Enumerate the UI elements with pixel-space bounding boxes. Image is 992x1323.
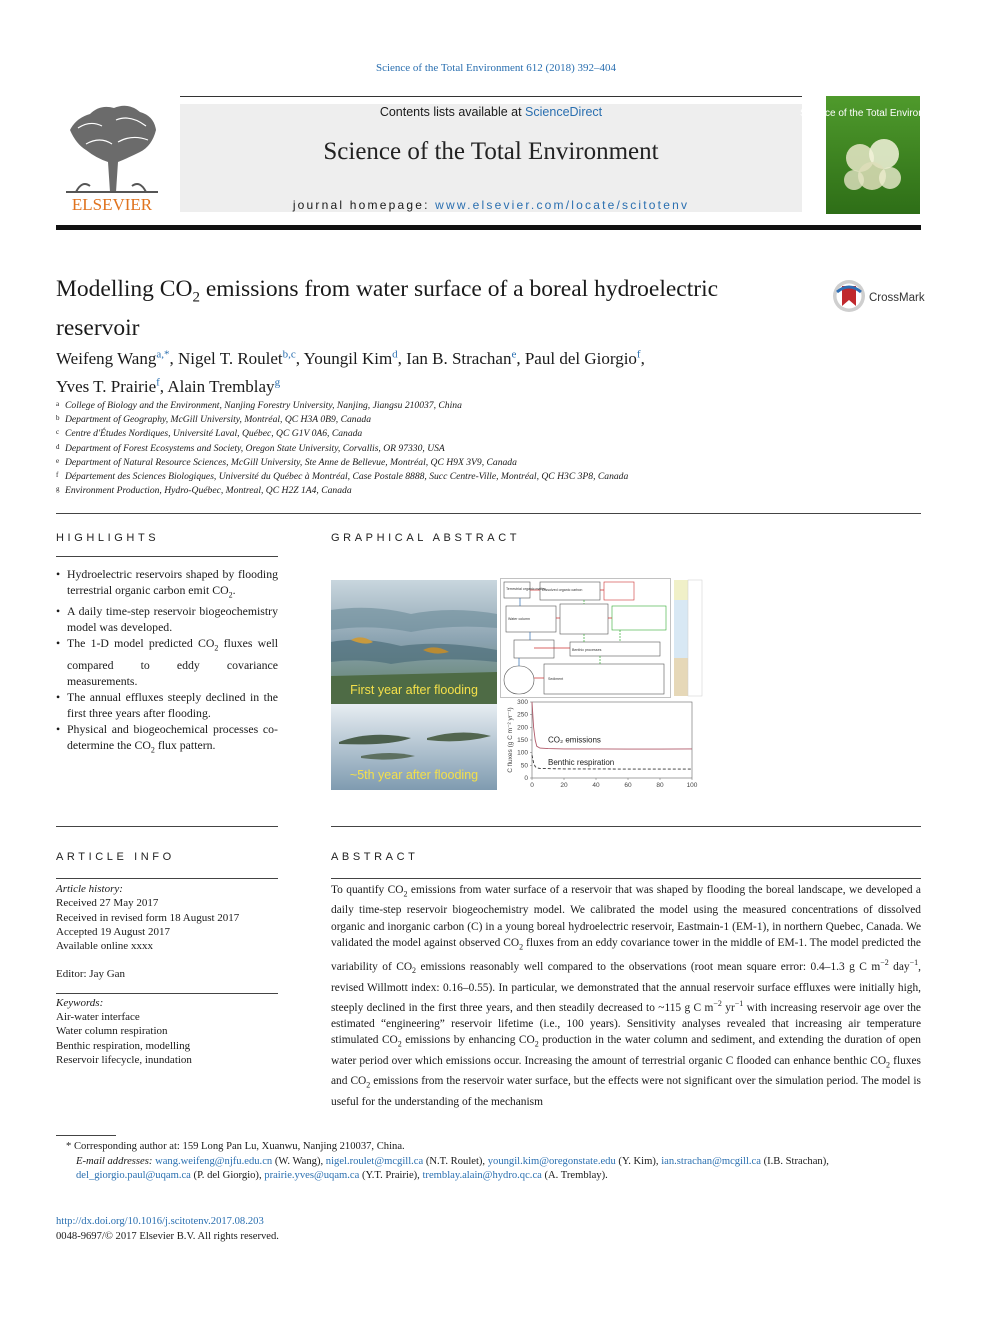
- abstract-superscript: −2: [880, 958, 889, 968]
- reservoir-aerial-photos: [331, 580, 497, 790]
- email-owner: (Y.T. Prairie),: [359, 1170, 423, 1181]
- corresponding-author: [56, 1140, 921, 1155]
- author[interactable]: [56, 377, 167, 396]
- abstract-superscript: −1: [909, 958, 919, 968]
- email-owner: (I.B. Strachan),: [760, 1155, 829, 1167]
- affiliation: [56, 427, 916, 441]
- x-tick-label: 0: [530, 782, 534, 789]
- email-link[interactable]: nigel.roulet@mcgill.ca: [325, 1155, 424, 1167]
- author-affiliation-marker[interactable]: e: [511, 348, 517, 360]
- highlight-subscript: 2: [228, 590, 233, 600]
- affiliation-key: b: [56, 414, 60, 423]
- author-name[interactable]: Youngil Kim: [303, 348, 393, 368]
- author[interactable]: [406, 349, 525, 368]
- abstract-segment: emissions from water surface of a reservoir that was shaped by flooding the boreal landscape, we developed a daily time-step reservoir biogeochemistry model. We calibrated the model using the measured concentrations of dissolved organic and inorganic carbon (C) in a young boreal hydroelectric reservoir, Eastmain-1 (EM-1), in northern Quebec, Canada. We validated the model against observed CO: [331, 884, 921, 949]
- svg-text:Science of the Total Environme: Science of the Total Environment: [799, 108, 947, 119]
- x-tick-label: 40: [592, 782, 600, 789]
- highlight-text: The annual effluxes steeply declined in the first three years after flooding.: [67, 689, 278, 720]
- highlight-text: .: [232, 583, 236, 597]
- author-affiliation-marker[interactable]: d: [392, 348, 398, 360]
- highlight-text: Physical and biogeochemical processes co-determine the CO: [67, 721, 278, 752]
- elsevier-logo: [56, 100, 168, 214]
- x-tick-label: 60: [624, 782, 632, 789]
- email-link[interactable]: del_giorgio.paul@uqam.ca: [76, 1170, 191, 1181]
- email-label: E-mail addresses:: [76, 1155, 156, 1167]
- y-axis-label: C fluxes (g C m⁻² yr⁻¹): [507, 707, 514, 773]
- abstract-subscript: 2: [403, 889, 408, 899]
- article-title: [56, 274, 756, 343]
- corresponding-text: Corresponding author at: 159 Long Pan Lu, Xuanwu, Nanjing 210037, China.: [73, 1141, 405, 1152]
- abstract-segment: , revised Willmott index: 0.16–0.55). In particular, we demonstrated that the annual reservoir surface effluxes were initially high, steeply declined in the first three years, and then steadily decreased to ~115 g C m: [331, 961, 921, 1014]
- highlight-text: fluxes well compared to eddy covariance measurements.: [67, 636, 278, 688]
- y-tick-label: 150: [517, 737, 528, 744]
- doi-block: [56, 1215, 456, 1244]
- doi-link[interactable]: http://dx.doi.org/10.1016/j.scitotenv.2017.08.203: [56, 1216, 264, 1227]
- abstract-text: [331, 882, 921, 1110]
- abstract-segment: fluxes from an eddy covariance tower in the middle of EM-1. The model predicted the variability of CO: [331, 936, 921, 974]
- highlight-item: [56, 689, 278, 721]
- affiliation-text: Centre d'Études Nordiques, Université Laval, Québec, QC G1V 0A6, Canada: [65, 428, 363, 440]
- highlight-text: Hydroelectric reservoirs shaped by flooding terrestrial organic carbon emit CO: [67, 567, 278, 597]
- y-tick-label: 100: [517, 749, 528, 757]
- author-separator: ,: [516, 348, 525, 368]
- y-tick-label: 0: [524, 775, 528, 782]
- footnote: [56, 1140, 921, 1184]
- title-part: Modelling CO: [56, 276, 193, 302]
- author-affiliation-marker[interactable]: f: [156, 376, 160, 389]
- highlight-subscript: 2: [150, 745, 155, 755]
- email-addresses: [56, 1155, 921, 1184]
- author[interactable]: [167, 377, 280, 396]
- author-list: [56, 342, 816, 399]
- journal-title: Science of the Total Environment: [323, 138, 659, 165]
- author-name[interactable]: Ian B. Strachan: [406, 348, 512, 368]
- footnote-rule: [56, 1135, 116, 1136]
- affiliation: [56, 413, 916, 427]
- highlight-text: A daily time-step reservoir biogeochemistry model was developed.: [67, 604, 278, 635]
- co2-flux-chart: [500, 696, 704, 794]
- abstract-segment: To quantify CO: [331, 884, 404, 896]
- author[interactable]: [525, 349, 645, 368]
- email-link[interactable]: prairie.yves@uqam.ca: [264, 1170, 360, 1181]
- crossmark-badge[interactable]: [832, 278, 927, 314]
- affiliation-text: Department of Geography, McGill University, Montréal, QC H3A 0B9, Canada: [65, 414, 371, 426]
- graphical-abstract-heading: GRAPHICAL ABSTRACT: [331, 532, 521, 544]
- highlight-subscript: 2: [214, 643, 219, 653]
- abstract-segment: emissions by enhancing CO: [401, 1034, 535, 1047]
- journal-homepage: [180, 198, 802, 212]
- abstract-segment: production in the water column and sediment, and extending the duration of open water period over which emissions occur. Increasing the amount of terrestrial organic C flooded can enhance benthic CO: [331, 1034, 921, 1067]
- keyword: Reservoir lifecycle, inundation: [56, 1053, 192, 1066]
- abstract-rule: [331, 878, 921, 879]
- contents-line: [180, 105, 802, 119]
- highlights-rule: [56, 556, 278, 557]
- author-affiliation-marker[interactable]: b,c: [282, 348, 296, 360]
- abstract-segment: day: [888, 961, 910, 974]
- title-subscript: 2: [192, 289, 200, 306]
- affiliation-text: Department of Natural Resource Sciences, McGill University, Ste Anne de Bellevue, Montréal, QC H9X 3V9, Canada: [65, 456, 517, 468]
- y-tick-label: 200: [517, 724, 528, 732]
- abstract-segment: emissions from the reservoir water surface, but the effects were not significant over the simulation period. The model is useful for the understanding of the mechanism: [331, 1075, 921, 1108]
- author-separator: ,: [295, 348, 304, 368]
- highlight-text: The 1-D model predicted CO: [67, 636, 215, 651]
- highlights-list: [56, 566, 278, 758]
- highlights-heading: HIGHLIGHTS: [56, 532, 160, 544]
- svg-text:First year after flooding: First year after flooding: [350, 683, 478, 697]
- affiliation-list: [56, 399, 916, 498]
- affiliation: [56, 456, 916, 470]
- email-owner: (Y. Kim),: [615, 1155, 662, 1167]
- affiliation-text: College of Biology and the Environment, Nanjing Forestry University, Nanjing, Jiangsu 210037, China: [65, 400, 462, 411]
- highlight-item: [56, 635, 278, 688]
- asterisk: *: [66, 1141, 74, 1152]
- article-info-top-rule: [56, 826, 278, 827]
- author[interactable]: [178, 349, 304, 368]
- article-info-rule: [56, 878, 278, 879]
- journal-cover-image: [799, 96, 947, 214]
- svg-text:CrossMark: CrossMark: [869, 292, 925, 304]
- keyword: Water column respiration: [56, 1025, 168, 1038]
- copyright: 0048-9697/© 2017 Elsevier B.V. All rights reserved.: [56, 1230, 279, 1242]
- email-link[interactable]: ian.strachan@mcgill.ca: [661, 1155, 761, 1167]
- author-affiliation-marker[interactable]: g: [274, 376, 281, 389]
- author-name[interactable]: Paul del Giorgio: [524, 348, 637, 368]
- benthic-respiration-label: Benthic respiration: [548, 757, 615, 767]
- article-info: [56, 882, 278, 1067]
- affiliation-text: Département des Sciences Biologiques, Université du Québec à Montréal, Case Postale 8888, Succ Centre-Ville, Montréal, QC H3C 3P8, Canada: [65, 471, 629, 483]
- email-owner: (N.T. Roulet),: [423, 1155, 488, 1167]
- abstract-superscript: −2: [713, 998, 722, 1008]
- x-tick-label: 20: [560, 782, 568, 789]
- affiliation-key: c: [56, 428, 60, 437]
- email-owner: (A. Tremblay).: [541, 1170, 608, 1181]
- affiliation-key: f: [56, 471, 59, 480]
- co2-emissions-label: CO₂ emissions: [548, 735, 601, 745]
- model-structure-diagram: [500, 578, 702, 698]
- author-name[interactable]: Weifeng Wang: [56, 348, 157, 368]
- contents-prefix: Contents lists available at: [379, 105, 526, 119]
- affiliation-key: d: [56, 442, 60, 451]
- header-rule: [56, 225, 921, 230]
- abstract-subscript: 2: [366, 1080, 371, 1090]
- highlight-item: [56, 566, 278, 603]
- abstract-segment: with increasing reservoir age over the estimated “engineering” reservoir lifetime (i.e., 100 years). Sensitivity analyses revealed that increasing air temperature stimulated CO: [331, 1001, 921, 1047]
- abstract-segment: emissions reasonably well compared to the observations (root mean square error: 0.4–1.3 g C m: [416, 961, 881, 974]
- sciencedirect-link[interactable]: ScienceDirect: [525, 105, 603, 119]
- affiliation-key: a: [56, 400, 60, 408]
- abstract-subscript: 2: [412, 966, 417, 976]
- email-link[interactable]: wang.weifeng@njfu.edu.cn: [155, 1155, 273, 1167]
- highlight-item: [56, 721, 278, 758]
- homepage-link[interactable]: www.elsevier.com/locate/scitotenv: [435, 198, 690, 212]
- author-separator: ,: [640, 348, 645, 368]
- author[interactable]: [56, 349, 178, 368]
- author-separator: ,: [159, 377, 168, 397]
- y-tick-label: 300: [517, 699, 528, 706]
- email-link[interactable]: youngil.kim@oregonstate.edu: [487, 1155, 616, 1167]
- header-top-rule: [180, 96, 802, 97]
- history-label: Article history:: [56, 883, 123, 895]
- keyword: Benthic respiration, modelling: [56, 1039, 191, 1052]
- title-part: emissions from water surface of a boreal hydroelectric reservoir: [56, 276, 719, 341]
- svg-text:~5th year after flooding: ~5th year after flooding: [349, 768, 479, 782]
- highlight-text: flux pattern.: [154, 737, 216, 752]
- affiliation: [56, 399, 916, 413]
- svg-text:Benthic processes: Benthic processes: [572, 648, 602, 652]
- keyword: Air-water interface: [56, 1011, 140, 1024]
- affiliation: [56, 470, 916, 484]
- svg-text:ELSEVIER: ELSEVIER: [71, 195, 153, 214]
- author[interactable]: [304, 349, 407, 368]
- author-separator: ,: [169, 348, 178, 368]
- abstract-superscript: −1: [734, 998, 744, 1008]
- abstract-segment: fluxes and CO: [331, 1054, 921, 1088]
- y-tick-label: 50: [520, 762, 528, 770]
- svg-text:Water column: Water column: [508, 617, 531, 621]
- homepage-label: journal homepage:: [292, 198, 436, 212]
- x-tick-label: 80: [656, 782, 664, 789]
- svg-text:Dissolved organic carbon: Dissolved organic carbon: [542, 588, 583, 592]
- author-name[interactable]: Yves T. Prairie: [56, 377, 157, 397]
- article-info-heading: ARTICLE INFO: [56, 851, 175, 863]
- y-tick-label: 250: [517, 711, 528, 719]
- affiliation-text: Environment Production, Hydro-Québec, Montreal, QC H2Z 1A4, Canada: [65, 485, 352, 497]
- abstract-subscript: 2: [886, 1059, 891, 1069]
- affiliation-text: Department of Forest Ecosystems and Society, Oregon State University, Corvallis, OR 97330, USA: [65, 442, 445, 454]
- abstract-subscript: 2: [397, 1039, 402, 1049]
- abstract-top-rule: [331, 826, 921, 827]
- history-item: Available online xxxx: [56, 940, 153, 953]
- affiliation: [56, 484, 916, 498]
- author-affiliation-marker[interactable]: a,*: [156, 348, 170, 360]
- highlight-item: [56, 603, 278, 635]
- email-owner: (P. del Giorgio),: [190, 1170, 265, 1181]
- keywords-label: Keywords:: [56, 996, 104, 1009]
- abstract-subscript: 2: [534, 1039, 539, 1049]
- history-item: Received in revised form 18 August 2017: [56, 911, 240, 924]
- editor: Editor: Jay Gan: [56, 968, 126, 981]
- x-tick-label: 100: [686, 782, 698, 789]
- author-affiliation-marker[interactable]: f: [636, 348, 641, 360]
- affiliation: [56, 442, 916, 456]
- svg-text:Sediment: Sediment: [548, 677, 564, 681]
- affiliation-key: e: [56, 456, 60, 465]
- author-name[interactable]: Alain Tremblay: [167, 377, 275, 397]
- abstract-heading: ABSTRACT: [331, 851, 419, 863]
- affiliation-key: g: [56, 485, 60, 494]
- abstract-subscript: 2: [519, 942, 524, 952]
- author-separator: ,: [397, 348, 407, 368]
- author-name[interactable]: Nigel T. Roulet: [177, 348, 283, 368]
- history-item: Accepted 19 August 2017: [56, 925, 170, 938]
- abstract-segment: yr: [721, 1001, 735, 1014]
- email-owner: (W. Wang),: [272, 1155, 326, 1167]
- svg-text:Terrestrial organic matter: Terrestrial organic matter: [506, 587, 546, 591]
- history-item: Received 27 May 2017: [56, 897, 159, 910]
- journal-reference-link[interactable]: Science of the Total Environment 612 (2018) 392–404: [375, 62, 617, 74]
- section-divider: [56, 513, 921, 514]
- email-link[interactable]: tremblay.alain@hydro.qc.ca: [422, 1170, 542, 1181]
